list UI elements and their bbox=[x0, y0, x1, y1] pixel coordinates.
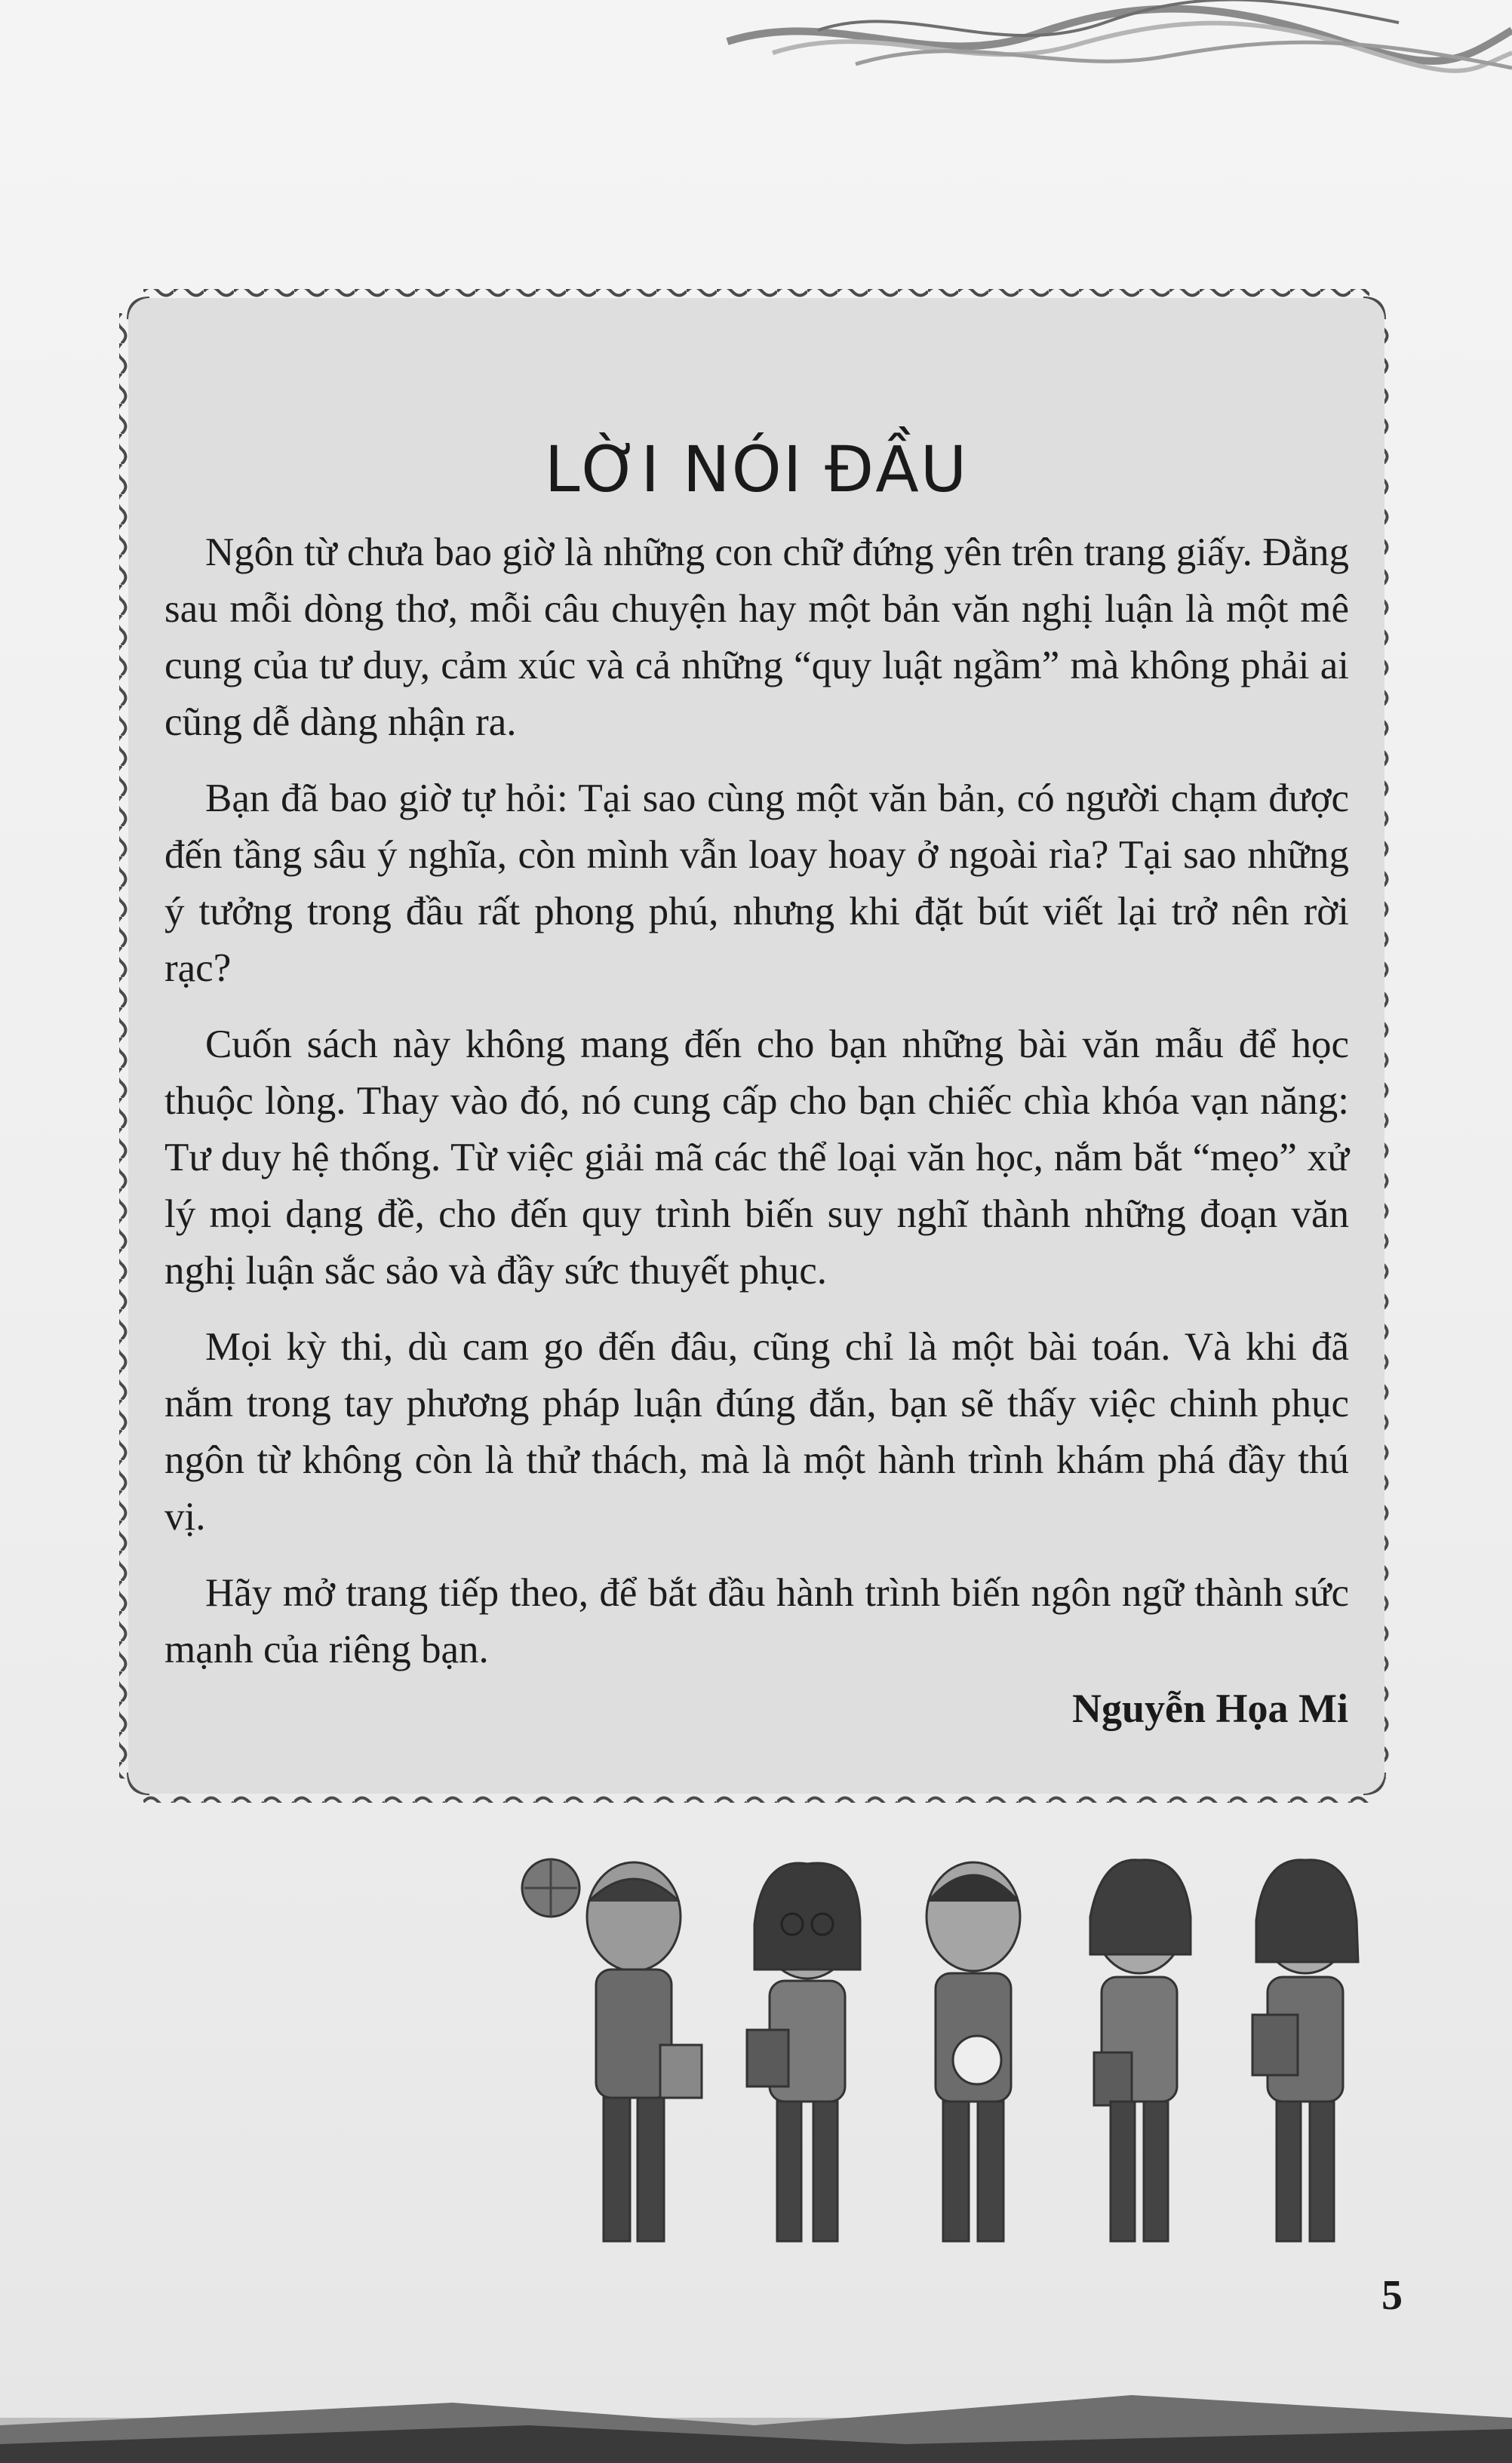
preface-paragraph-1: Ngôn từ chưa bao giờ là những con chữ đứng yên trên trang giấy. Đằng sau mỗi dòng thơ, mỗi câu chuyện hay một bản văn nghị luận là một mê cung của tư duy, cảm xúc và cả những “quy luật ngầm” mà không phải ai cũng dễ dàng nhận ra. bbox=[164, 530, 1349, 744]
bottom-decorative-band bbox=[0, 2372, 1512, 2463]
student-girl-with-folder bbox=[1090, 1860, 1191, 2241]
student-with-basketball bbox=[522, 1859, 702, 2241]
preface-paragraph-2: Bạn đã bao giờ tự hỏi: Tại sao cùng một văn bản, có người chạm được đến tầng sâu ý nghĩa, còn mình vẫn loay hoay ở ngoài rìa? Tại sao những ý tưởng trong đầu rất phong phú, nhưng khi đặt bút viết lại trở nên rời rạc? bbox=[164, 776, 1349, 990]
students-illustration bbox=[521, 1841, 1388, 2264]
preface-paragraph-5: Hãy mở trang tiếp theo, để bắt đầu hành trình biến ngôn ngữ thành sức mạnh của riêng bạn. bbox=[164, 1571, 1349, 1671]
bleed-through-text bbox=[45, 958, 54, 997]
preface-paragraph-3: Cuốn sách này không mang đến cho bạn những bài văn mẫu để học thuộc lòng. Thay vào đó, nó cung cấp cho bạn chiếc chìa khóa vạn năng: Tư duy hệ thống. Từ việc giải mã các thể loại văn học, nắm bắt “mẹo” xử lý mọi dạng đề, cho đến quy trình biến suy nghĩ thành những đoạn văn nghị luận sắc sảo và đầy sức thuyết phục. bbox=[164, 1022, 1349, 1293]
student-girl-holding-book bbox=[1252, 1860, 1358, 2241]
student-girl-with-book bbox=[747, 1863, 860, 2241]
preface-title: LỜI NÓI ĐẦU bbox=[544, 432, 969, 507]
preface-body bbox=[164, 524, 1349, 1698]
preface-box bbox=[128, 298, 1384, 1794]
preface-paragraph-4: Mọi kỳ thi, dù cam go đến đâu, cũng chỉ là một bài toán. Và khi đã nắm trong tay phương pháp luận đúng đắn, bạn sẽ thấy việc chinh phục ngôn từ không còn là thử thách, mà là một hành trình khám phá đầy thú vị. bbox=[164, 1325, 1349, 1539]
page-number: 5 bbox=[1381, 2272, 1403, 2319]
author-signature: Nguyễn Họa Mi bbox=[1071, 1686, 1348, 1731]
student-with-soccer-ball bbox=[927, 1862, 1020, 2241]
top-swirl-ornament bbox=[682, 0, 1512, 83]
